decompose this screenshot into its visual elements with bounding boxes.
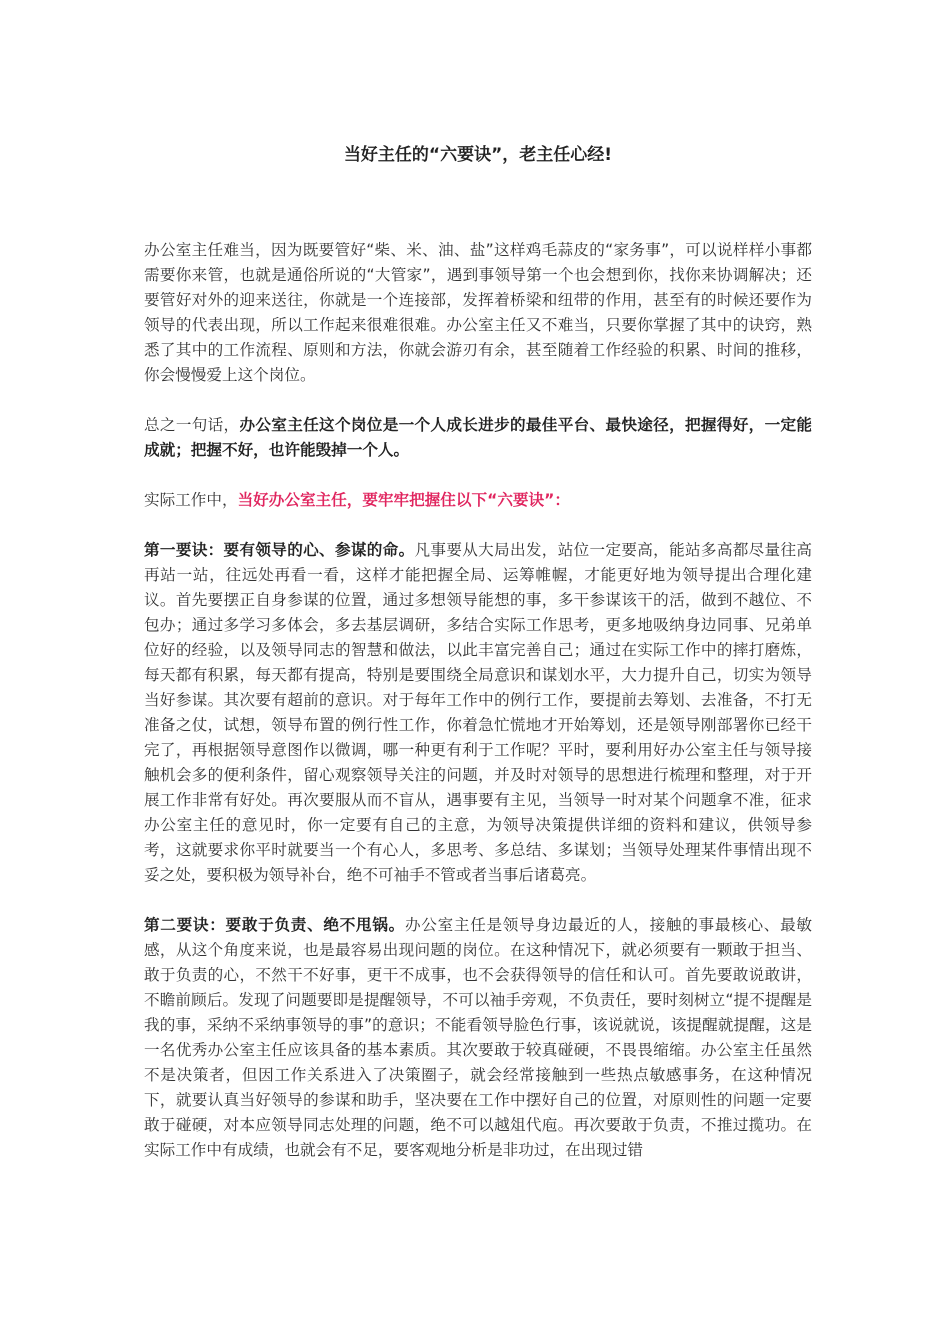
- section-2-heading: 第二要诀：要敢于负责、绝不甩锅。: [144, 916, 405, 934]
- intro-paragraph: 办公室主任难当，因为既要管好“柴、米、油、盐”这样鸡毛蒜皮的“家务事”，可以说样样小事都需要你来管，也就是通俗所说的“大管家”，遇到事领导第一个也会想到你，找你来协调解决；还要管好对外的迎来送往，你就是一个连接部，发挥着桥梁和纽带的作用，甚至有的时候还要作为领导的代表出现，所以工作起来很难很难。办公室主任又不难当，只要你掌握了其中的诀窍，熟悉了其中的工作流程、原则和方法，你就会游刃有余，甚至随着工作经验的积累、时间的推移，你会慢慢爱上这个岗位。: [144, 241, 812, 384]
- practice-prefix: 实际工作中，: [144, 491, 238, 509]
- section-1-heading: 第一要诀：要有领导的心、参谋的命。: [144, 541, 415, 559]
- section-1-text: 凡事要从大局出发，站位一定要高，能站多高都尽量往高再站一站，往远处再看一看，这样才能把握全局、运筹帷幄，才能更好地为领导提出合理化建议。首先要摆正自身参谋的位置，通过多想领导能想的事，多干参谋该干的活，做到不越位、不包办；通过多学习多体会，多去基层调研，多结合实际工作思考，更多地吸纳身边同事、兄弟单位好的经验，以及领导同志的智慧和做法，以此丰富完善自己；通过在实际工作中的摔打磨炼，每天都有积累，每天都有提高，特别是要围绕全局意识和谋划水平，大力提升自己，切实为领导当好参谋。其次要有超前的意识。对于每年工作中的例行工作，要提前去筹划、去准备，不打无准备之仗，试想，领导布置的例行性工作，你着急忙慌地才开始筹划，还是领导刚部署你已经干完了，再根据领导意图作以微调，哪一种更有利于工作呢？平时，要利用好办公室主任与领导接触机会多的便利条件，留心观察领导关注的问题，并及时对领导的思想进行梳理和整理，对于开展工作非常有好处。再次要服从而不盲从，遇事要有主见，当领导一时对某个问题拿不准，征求办公室主任的意见时，你一定要有自己的主意，为领导决策提供详细的资料和建议，供领导参考，这就要求你平时就要当一个有心人，多思考、多总结、多谋划；当领导处理某件事情出现不妥之处，要积极为领导补台，绝不可袖手不管或者当事后诸葛亮。: [144, 541, 812, 884]
- page-title: 当好主任的“六要诀”，老主任心经!: [343, 145, 613, 165]
- section-2-text: 办公室主任是领导身边最近的人，接触的事最核心、最敏感，从这个角度来说，也是最容易出现问题的岗位。在这种情况下，就必须要有一颗敢于担当、敢于负责的心，不然干不好事，更干不成事，也不会获得领导的信任和认可。首先要敢说敢讲，不瞻前顾后。发现了问题要即是提醒领导，不可以袖手旁观，不负责任，要时刻树立“提不提醒是我的事，采纳不采纳事领导的事”的意识；不能看领导脸色行事，该说就说，该提醒就提醒，这是一名优秀办公室主任应该具备的基本素质。其次要敢于较真碰硬，不畏畏缩缩。办公室主任虽然不是决策者，但因工作关系进入了决策圈子，就会经常接触到一些热点敏感事务，在这种情况下，就要认真当好领导的参谋和助手，坚决要在工作中摆好自己的位置，对原则性的问题一定要敢于碰硬，对本应领导同志处理的问题，绝不可以越俎代庖。再次要敢于负责，不推过揽功。在实际工作中有成绩，也就会有不足，要客观地分析是非功过，在出现过错: [144, 916, 812, 1159]
- summary-bold-text: 办公室主任这个岗位是一个人成长进步的最佳平台、最快途径，把握得好，一定能成就；把握不好，也许能毁掉一个人。: [144, 416, 812, 459]
- article-body: [144, 238, 812, 1188]
- summary-paragraph: [144, 413, 812, 463]
- section-1-paragraph: [144, 538, 812, 888]
- practice-highlight: 当好办公室主任，要牢牢把握住以下“六要诀”：: [237, 491, 570, 509]
- practice-paragraph: [144, 488, 812, 513]
- summary-prefix: 总之一句话，: [144, 416, 240, 434]
- section-2-paragraph: [144, 913, 812, 1163]
